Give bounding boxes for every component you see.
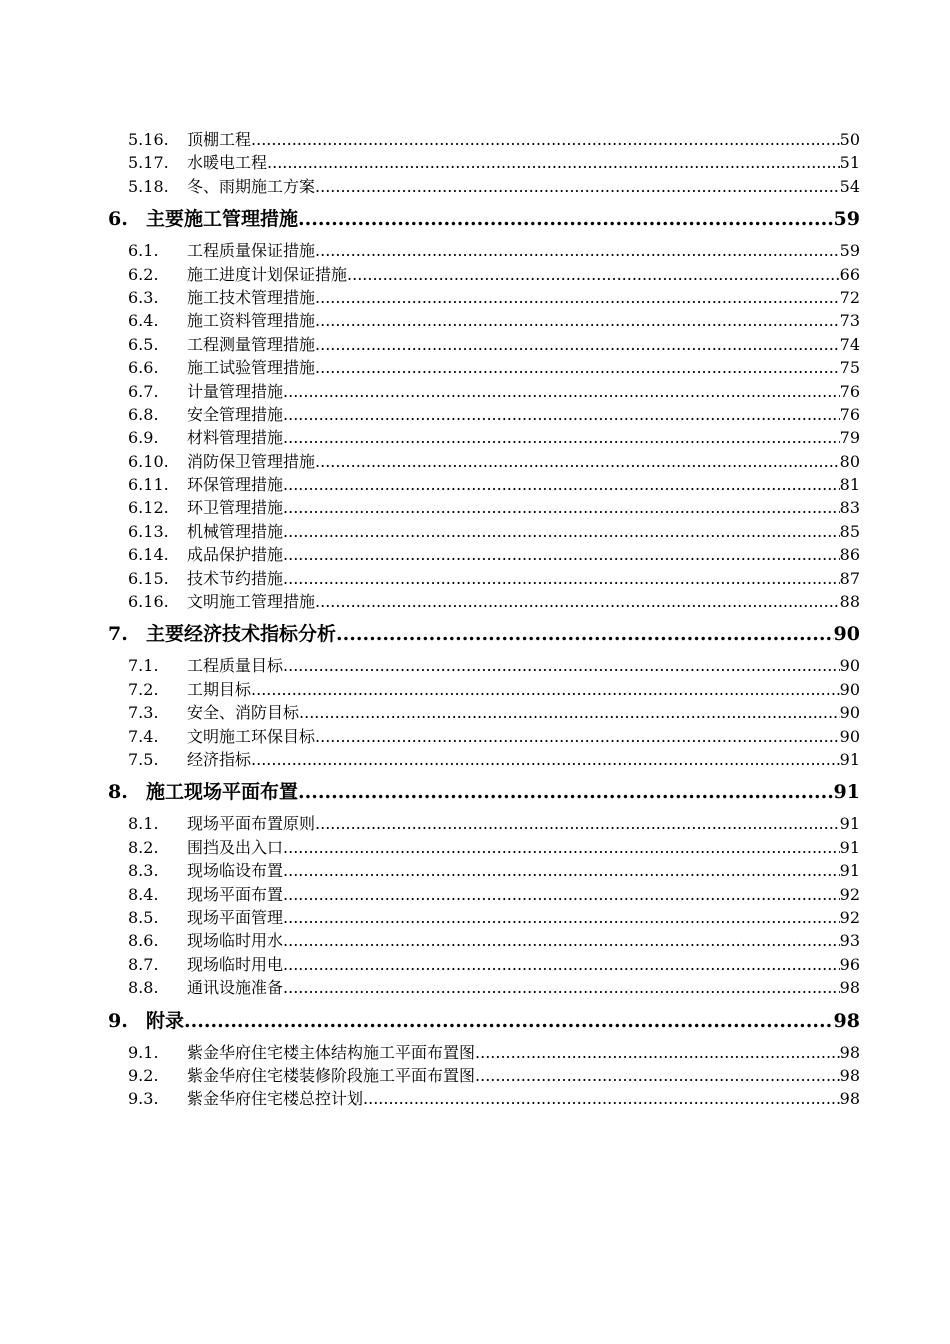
toc-entry-page: 73	[839, 311, 860, 331]
toc-entry-title: 材料管理措施	[187, 428, 284, 448]
toc-leader-dots	[283, 428, 840, 447]
toc-entry-number: 6.1.	[128, 241, 159, 261]
toc-entry-page: 98	[839, 978, 860, 998]
toc-entry-number: 6.15.	[128, 568, 169, 588]
toc-entry-title: 消防保卫管理措施	[187, 451, 316, 471]
toc-entry-title: 附录	[146, 1009, 185, 1030]
toc-entry-page: 54	[839, 176, 860, 196]
toc-subsection-entry[interactable]	[108, 332, 860, 355]
toc-leader-dots	[267, 153, 840, 172]
toc-leader-dots	[315, 335, 840, 354]
toc-leader-dots	[347, 265, 840, 284]
toc-entry-title: 现场平面布置原则	[187, 814, 316, 834]
toc-leader-dots	[251, 680, 840, 699]
toc-entry-title: 安全、消防目标	[187, 703, 300, 723]
toc-subsection-entry[interactable]	[108, 724, 860, 747]
toc-entry-number: 6.6.	[128, 358, 159, 378]
toc-entry-title: 紫金华府住宅楼主体结构施工平面布置图	[187, 1042, 476, 1062]
toc-entry-title: 成品保护措施	[187, 545, 284, 565]
toc-entry-number: 6.	[108, 208, 128, 229]
toc-entry-page: 88	[839, 592, 860, 612]
toc-entry-title: 施工进度计划保证措施	[187, 264, 348, 284]
toc-entry-title: 围挡及出入口	[187, 837, 284, 857]
toc-leader-dots	[184, 1010, 834, 1030]
toc-entry-page: 98	[839, 1042, 860, 1062]
toc-subsection-entry[interactable]	[108, 677, 860, 700]
toc-entry-number: 9.3.	[128, 1089, 159, 1109]
toc-entry-number: 8.5.	[128, 907, 159, 927]
toc-entry-number: 6.4.	[128, 311, 159, 331]
toc-entry-number: 6.12.	[128, 498, 169, 518]
toc-entry-title: 安全管理措施	[187, 404, 284, 424]
toc-leader-dots	[283, 382, 840, 401]
toc-section-entry[interactable]	[108, 1006, 860, 1030]
toc-entry-number: 5.18.	[128, 176, 169, 196]
toc-leader-dots	[283, 931, 840, 950]
toc-subsection-entry[interactable]	[108, 1063, 860, 1086]
toc-entry-page: 91	[833, 781, 860, 802]
toc-entry-number: 6.8.	[128, 404, 159, 424]
toc-entry-title: 文明施工管理措施	[187, 592, 316, 612]
toc-entry-page: 79	[839, 428, 860, 448]
toc-subsection-entry[interactable]	[108, 811, 860, 834]
toc-leader-dots	[298, 781, 834, 801]
toc-leader-dots	[283, 955, 840, 974]
toc-entry-title: 工程质量保证措施	[187, 241, 316, 261]
toc-entry-page: 91	[839, 814, 860, 834]
toc-subsection-entry[interactable]	[108, 379, 860, 402]
toc-leader-dots	[283, 405, 840, 424]
toc-entry-number: 6.13.	[128, 521, 169, 541]
toc-section-entry[interactable]	[108, 619, 860, 643]
toc-entry-title: 现场临时用水	[187, 931, 284, 951]
toc-entry-page: 59	[833, 208, 860, 229]
toc-subsection-entry[interactable]	[108, 519, 860, 542]
toc-leader-dots	[315, 311, 840, 330]
toc-entry-title: 经济指标	[187, 749, 252, 769]
toc-entry-page: 83	[839, 498, 860, 518]
toc-leader-dots	[475, 1043, 840, 1062]
toc-leader-dots	[283, 475, 840, 494]
toc-entry-page: 87	[839, 568, 860, 588]
toc-subsection-entry[interactable]	[108, 1040, 860, 1063]
toc-subsection-entry[interactable]	[108, 174, 860, 197]
toc-entry-number: 5.16.	[128, 130, 169, 149]
toc-entry-number: 6.14.	[128, 545, 169, 565]
toc-subsection-entry[interactable]	[108, 700, 860, 723]
toc-entry-number: 9.	[108, 1009, 128, 1030]
toc-entry-page: 80	[839, 451, 860, 471]
toc-entry-number: 5.17.	[128, 153, 169, 173]
toc-entry-number: 8.2.	[128, 837, 159, 857]
toc-entry-title: 文明施工环保目标	[187, 726, 316, 746]
toc-entry-title: 现场临时用电	[187, 954, 284, 974]
toc-entry-title: 工程测量管理措施	[187, 334, 316, 354]
toc-entry-title: 环卫管理措施	[187, 498, 284, 518]
toc-entry-number: 7.2.	[128, 679, 159, 699]
toc-entry-page: 93	[839, 931, 860, 951]
toc-subsection-entry[interactable]	[108, 495, 860, 518]
toc-entry-number: 6.2.	[128, 264, 159, 284]
toc-leader-dots	[283, 498, 840, 517]
toc-subsection-entry[interactable]	[108, 905, 860, 928]
toc-entry-number: 8.1.	[128, 814, 159, 834]
toc-subsection-entry[interactable]	[108, 262, 860, 285]
toc-entry-title: 机械管理措施	[187, 521, 284, 541]
toc-entry-number: 7.5.	[128, 749, 159, 769]
toc-entry-title: 施工技术管理措施	[187, 287, 316, 307]
toc-leader-dots	[251, 750, 840, 769]
toc-entry-page: 98	[833, 1009, 860, 1030]
toc-subsection-entry[interactable]	[108, 472, 860, 495]
toc-entry-number: 9.1.	[128, 1042, 159, 1062]
toc-subsection-entry[interactable]	[108, 566, 860, 589]
toc-entry-page: 90	[839, 703, 860, 723]
toc-entry-page: 92	[839, 907, 860, 927]
toc-entry-page: 51	[839, 153, 860, 173]
toc-entry-number: 9.2.	[128, 1065, 159, 1085]
toc-entry-title: 紫金华府住宅楼装修阶段施工平面布置图	[187, 1065, 476, 1085]
toc-entry-number: 7.	[108, 623, 128, 644]
toc-entry-page: 74	[839, 334, 860, 354]
toc-entry-title: 现场临设布置	[187, 861, 284, 881]
toc-subsection-entry[interactable]	[108, 127, 860, 150]
toc-entry-title: 顶棚工程	[187, 130, 252, 149]
toc-entry-number: 8.7.	[128, 954, 159, 974]
toc-leader-dots	[315, 814, 840, 833]
toc-entry-page: 91	[839, 749, 860, 769]
toc-entry-title: 主要经济技术指标分析	[146, 623, 337, 644]
toc-leader-dots	[315, 452, 840, 471]
toc-entry-page: 81	[839, 475, 860, 495]
toc-entry-page: 91	[839, 837, 860, 857]
toc-leader-dots	[299, 703, 840, 722]
toc-leader-dots	[283, 656, 840, 675]
toc-entry-number: 6.5.	[128, 334, 159, 354]
toc-entry-page: 72	[839, 287, 860, 307]
toc-entry-page: 76	[839, 404, 860, 424]
toc-entry-page: 90	[839, 726, 860, 746]
toc-entry-title: 技术节约措施	[187, 568, 284, 588]
toc-subsection-entry[interactable]	[108, 1086, 860, 1109]
toc-entry-page: 75	[839, 358, 860, 378]
toc-entry-page: 98	[839, 1089, 860, 1109]
toc-entry-page: 59	[839, 241, 860, 261]
toc-leader-dots	[298, 208, 834, 228]
toc-leader-dots	[336, 623, 834, 643]
toc-entry-title: 紫金华府住宅楼总控计划	[187, 1089, 364, 1109]
toc-entry-number: 7.4.	[128, 726, 159, 746]
toc-leader-dots	[283, 908, 840, 927]
toc-subsection-entry[interactable]	[108, 928, 860, 951]
toc-entry-page: 90	[833, 623, 860, 644]
toc-entry-number: 6.9.	[128, 428, 159, 448]
toc-leader-dots	[283, 522, 840, 541]
toc-entry-number: 7.1.	[128, 656, 159, 676]
toc-leader-dots	[363, 1089, 840, 1108]
toc-subsection-entry[interactable]	[108, 952, 860, 975]
toc-entry-title: 施工资料管理措施	[187, 311, 316, 331]
toc-leader-dots	[315, 727, 840, 746]
toc-entry-title: 施工试验管理措施	[187, 358, 316, 378]
toc-entry-page: 92	[839, 884, 860, 904]
toc-leader-dots	[475, 1066, 840, 1085]
table-of-contents	[108, 127, 860, 1110]
toc-subsection-entry[interactable]	[108, 858, 860, 881]
toc-subsection-entry[interactable]	[108, 653, 860, 676]
toc-entry-title: 工程质量目标	[187, 656, 284, 676]
toc-entry-number: 6.3.	[128, 287, 159, 307]
toc-entry-number: 6.10.	[128, 451, 169, 471]
toc-subsection-entry[interactable]	[108, 835, 860, 858]
toc-entry-page: 91	[839, 861, 860, 881]
toc-subsection-entry[interactable]	[108, 449, 860, 472]
toc-leader-dots	[283, 885, 840, 904]
toc-entry-number: 6.11.	[128, 475, 169, 495]
toc-leader-dots	[283, 978, 840, 997]
toc-subsection-entry[interactable]	[108, 882, 860, 905]
toc-subsection-entry[interactable]	[108, 150, 860, 173]
toc-subsection-entry[interactable]	[108, 308, 860, 331]
toc-entry-page: 50	[839, 130, 860, 149]
toc-leader-dots	[315, 288, 840, 307]
toc-leader-dots	[283, 861, 840, 880]
toc-entry-title: 现场平面管理	[187, 907, 284, 927]
toc-subsection-entry[interactable]	[108, 238, 860, 261]
toc-subsection-entry[interactable]	[108, 975, 860, 998]
toc-entry-title: 施工现场平面布置	[146, 781, 299, 802]
toc-entry-number: 8.3.	[128, 861, 159, 881]
toc-subsection-entry[interactable]	[108, 425, 860, 448]
toc-subsection-entry[interactable]	[108, 589, 860, 612]
toc-entry-number: 6.7.	[128, 381, 159, 401]
toc-entry-number: 8.4.	[128, 884, 159, 904]
toc-entry-page: 98	[839, 1065, 860, 1085]
toc-entry-page: 85	[839, 521, 860, 541]
toc-entry-number: 6.16.	[128, 592, 169, 612]
toc-entry-page: 96	[839, 954, 860, 974]
toc-leader-dots	[283, 545, 840, 564]
toc-entry-title: 主要施工管理措施	[146, 208, 299, 229]
toc-entry-title: 环保管理措施	[187, 475, 284, 495]
toc-entry-number: 8.8.	[128, 978, 159, 998]
toc-leader-dots	[315, 358, 840, 377]
toc-subsection-entry[interactable]	[108, 355, 860, 378]
toc-subsection-entry[interactable]	[108, 285, 860, 308]
toc-leader-dots	[283, 838, 840, 857]
toc-entry-page: 76	[839, 381, 860, 401]
toc-section-entry[interactable]	[108, 777, 860, 801]
toc-entry-page: 66	[839, 264, 860, 284]
toc-entry-number: 8.6.	[128, 931, 159, 951]
toc-entry-title: 通讯设施准备	[187, 978, 284, 998]
toc-entry-title: 冬、雨期施工方案	[187, 176, 316, 196]
toc-entry-title: 水暖电工程	[187, 153, 268, 173]
toc-leader-dots	[251, 130, 840, 149]
toc-entry-page: 90	[839, 656, 860, 676]
toc-entry-number: 8.	[108, 781, 128, 802]
toc-subsection-entry[interactable]	[108, 747, 860, 770]
toc-section-entry[interactable]	[108, 204, 860, 228]
toc-entry-page: 90	[839, 679, 860, 699]
toc-leader-dots	[315, 592, 840, 611]
toc-entry-page: 86	[839, 545, 860, 565]
toc-entry-title: 现场平面布置	[187, 884, 284, 904]
toc-entry-number: 7.3.	[128, 703, 159, 723]
toc-subsection-entry[interactable]	[108, 542, 860, 565]
toc-leader-dots	[315, 177, 840, 196]
toc-leader-dots	[283, 569, 840, 588]
toc-entry-title: 工期目标	[187, 679, 252, 699]
toc-subsection-entry[interactable]	[108, 402, 860, 425]
toc-entry-title: 计量管理措施	[187, 381, 284, 401]
toc-leader-dots	[315, 241, 840, 260]
